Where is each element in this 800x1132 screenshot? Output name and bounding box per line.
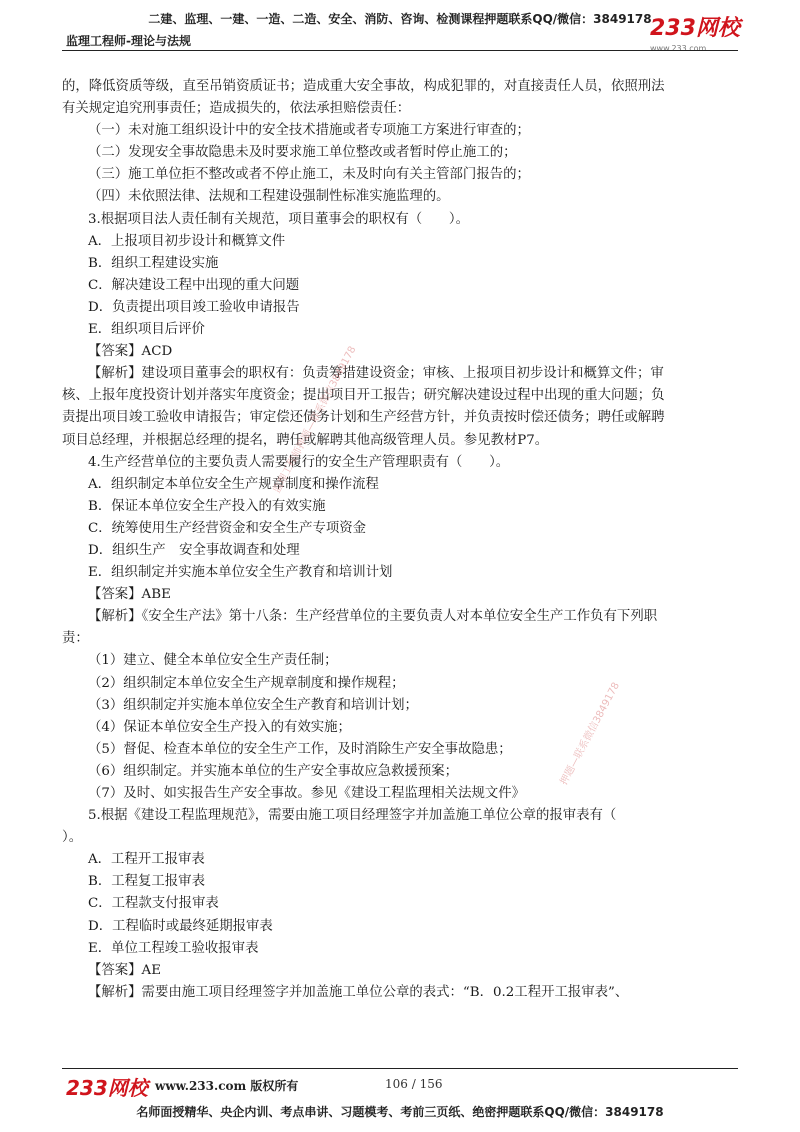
body-line: 责提出项目竣工验收申请报告；审定偿还债务计划和生产经营方针，并负责按时偿还债务；聘任或解聘	[62, 410, 665, 426]
body-line: ）。	[62, 830, 83, 846]
body-line: 【解析】建设项目董事会的职权有：负责筹措建设资金；审核、上报项目初步设计和概算文件；审	[88, 366, 664, 382]
body-line: D．工程临时或最终延期报审表	[88, 918, 273, 934]
body-line: 有关规定追究刑事责任；造成损失的，依法承担赔偿责任：	[62, 101, 411, 117]
footer-site: www.233.com 版权所有	[155, 1079, 299, 1093]
footer-banner: 名师面授精华、央企内训、考点串讲、习题模考、考前三页纸、绝密押题联系QQ/微信：3849178	[136, 1105, 664, 1119]
body-line: （6）组织制定。并实施本单位的生产安全事故应急救援预案；	[88, 763, 459, 779]
body-line: 3.根据项目法人责任制有关规范，项目董事会的职权有（ ）。	[88, 211, 470, 227]
page-number: 106 / 156	[385, 1077, 443, 1091]
header-divider	[62, 50, 738, 51]
body-line: （四）未依照法律、法规和工程建设强制性标准实施监理的。	[88, 189, 450, 205]
body-line: 【答案】ACD	[88, 344, 173, 360]
body-line: （1）建立、健全本单位安全生产责任制；	[88, 653, 338, 669]
body-line: C．解决建设工程中出现的重大问题	[88, 277, 300, 293]
body-line: E．组织项目后评价	[88, 322, 205, 338]
body-line: （二）发现安全事故隐患未及时要求施工单位整改或者暂时停止施工的；	[88, 145, 517, 161]
body-line: E．组织制定并实施本单位安全生产教育和培训计划	[88, 565, 393, 581]
header-banner: 二建、监理、一建、一造、二造、安全、消防、咨询、检测课程押题联系QQ/微信：3849178	[148, 12, 652, 26]
body-line: 的，降低资质等级，直至吊销资质证书；造成重大安全事故，构成犯罪的，对直接责任人员，依照刑法	[62, 79, 665, 94]
body-line: A．工程开工报审表	[88, 852, 205, 868]
body-line: A．上报项目初步设计和概算文件	[88, 233, 286, 249]
footer-logo: 233网校	[66, 1076, 148, 1100]
body-line: B．工程复工报审表	[88, 874, 205, 890]
body-line: A．组织制定本单位安全生产规章制度和操作流程	[88, 476, 379, 492]
body-line: D．组织生产 安全事故调查和处理	[88, 542, 300, 558]
header-logo-text: 233网校	[650, 16, 740, 41]
watermark-2: 押题—联系微信3849178	[558, 680, 623, 788]
body-line: （5）督促、检查本单位的安全生产工作，及时消除生产安全事故隐患；	[88, 741, 512, 757]
body-line: 【解析】《安全生产法》第十八条：生产经营单位的主要负责人对本单位安全生产工作负有下列职	[88, 609, 658, 625]
body-line: C．工程款支付报审表	[88, 896, 219, 912]
footer-divider	[62, 1068, 738, 1069]
body-line: D．负责提出项目竣工验收申请报告	[88, 299, 300, 315]
body-line: 核、上报年度投资计划并落实年度资金；提出项目开工报告；研究解决建设过程中出现的重大问题；负	[62, 388, 665, 404]
body-line: （三）施工单位拒不整改或者不停止施工，未及时向有关主管部门报告的；	[88, 167, 530, 183]
document-body	[62, 76, 738, 1004]
body-line: 【解析】需要由施工项目经理签字并加盖施工单位公章的表式：“B．0.2工程开工报审表”、	[88, 984, 629, 1000]
body-line: C．统筹使用生产经营资金和安全生产专项资金	[88, 520, 367, 536]
header-subtitle: 监理工程师-理论与法规	[66, 34, 191, 48]
body-line: （4）保证本单位安全生产投入的有效实施；	[88, 719, 351, 735]
body-line: E．单位工程竣工验收报审表	[88, 940, 259, 956]
header-logo-url: www.233.com	[650, 44, 707, 53]
body-line: B．保证本单位安全生产投入的有效实施	[88, 498, 326, 514]
body-line: （2）组织制定本单位安全生产规章制度和操作规程；	[88, 675, 405, 691]
body-line: 项目总经理，并根据总经理的提名，聘任或解聘其他高级管理人员。参见教材P7。	[62, 432, 549, 448]
header-logo	[650, 18, 740, 60]
body-line: （7）及时、如实报告生产安全事故。参见《建设工程监理相关法规文件》	[88, 786, 526, 801]
body-line: （一）未对施工组织设计中的安全技术措施或者专项施工方案进行审查的；	[88, 123, 530, 139]
body-line: 责：	[62, 631, 89, 647]
body-line: （3）组织制定并实施本单位安全生产教育和培训计划；	[88, 697, 418, 713]
body-line: 【答案】ABE	[88, 587, 171, 603]
body-line: 4.生产经营单位的主要负责人需要履行的安全生产管理职责有（ ）。	[88, 454, 510, 470]
body-line: B．组织工程建设实施	[88, 255, 219, 271]
watermark-1: 监理工程师押题—联系微信3849178	[271, 344, 359, 496]
body-line: 【答案】AE	[88, 962, 162, 978]
body-line: 5.根据《建设工程监理规范》，需要由施工项目经理签字并加盖施工单位公章的报审表有（	[88, 808, 617, 824]
